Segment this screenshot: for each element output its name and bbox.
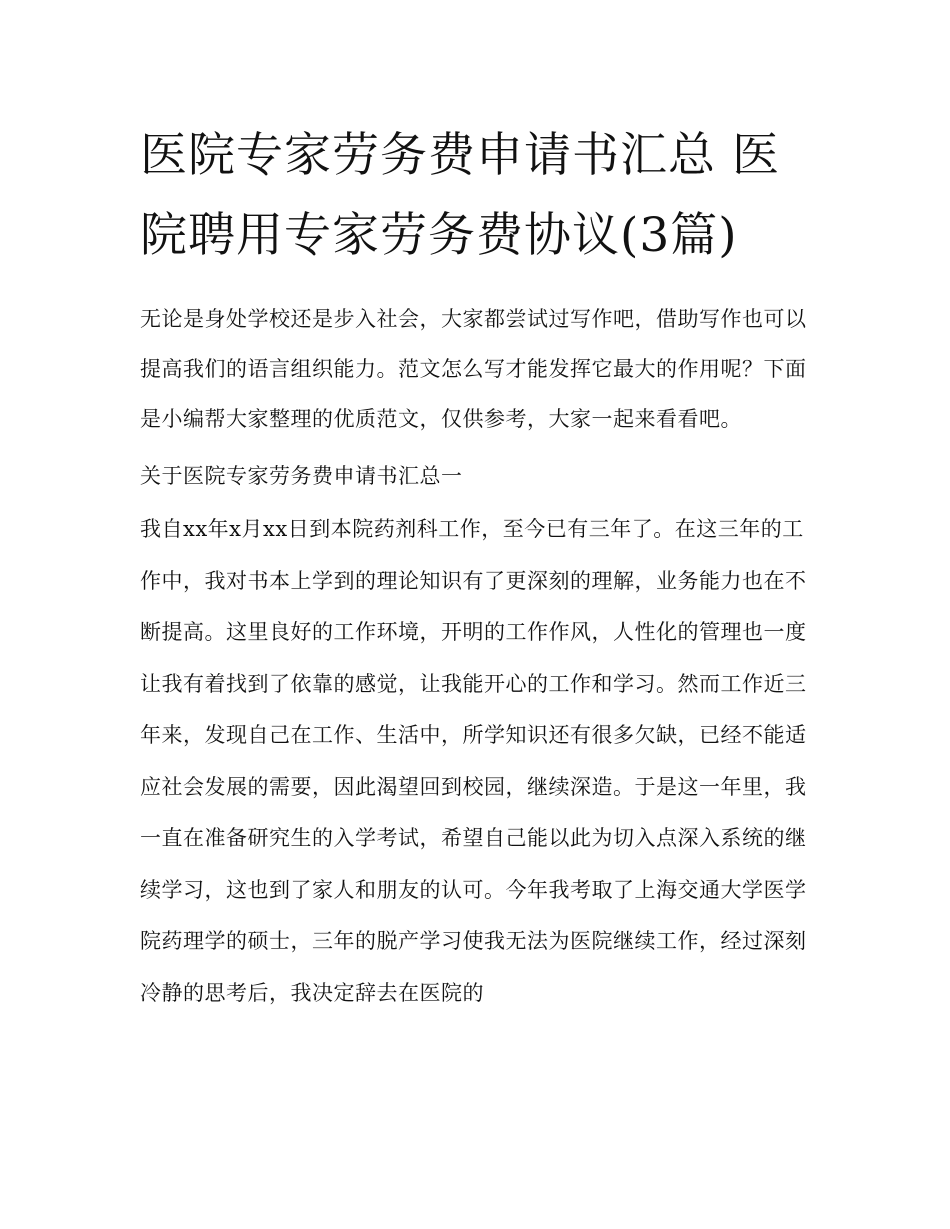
section-heading: 关于医院专家劳务费申请书汇总一 bbox=[140, 464, 463, 488]
document-page bbox=[140, 116, 820, 1019]
document-title: 医院专家劳务费申请书汇总 医院聘用专家劳务费协议(3篇) bbox=[140, 128, 780, 263]
body-paragraph: 我自xx年x月xx日到本院药剂科工作，至今已有三年了。在这三年的工作中，我对书本上学到的理论知识有了更深刻的理解，业务能力也在不断提高。这里良好的工作环境，开明的工作作风，人性化的管理也一度让我有着找到了依靠的感觉，让我能开心的工作和学习。然而工作近三年来，发现自己在工作、生活中，所学知识还有很多欠缺，已经不能适应社会发展的需要，因此渴望回到校园，继续深造。于是这一年里，我一直在准备研究生的入学考试，希望自己能以此为切入点深入系统的继续学习，这也到了家人和朋友的认可。今年我考取了上海交通大学医学院药理学的硕士，三年的脱产学习使我无法为医院继续工作，经过深刻冷静的思考后，我决定辞去在医院的 bbox=[140, 517, 807, 1005]
intro-paragraph: 无论是身处学校还是步入社会，大家都尝试过写作吧，借助写作也可以提高我们的语言组织能力。范文怎么写才能发挥它最大的作用呢？下面是小编帮大家整理的优质范文，仅供参考，大家一起来看看吧。 bbox=[140, 307, 807, 431]
